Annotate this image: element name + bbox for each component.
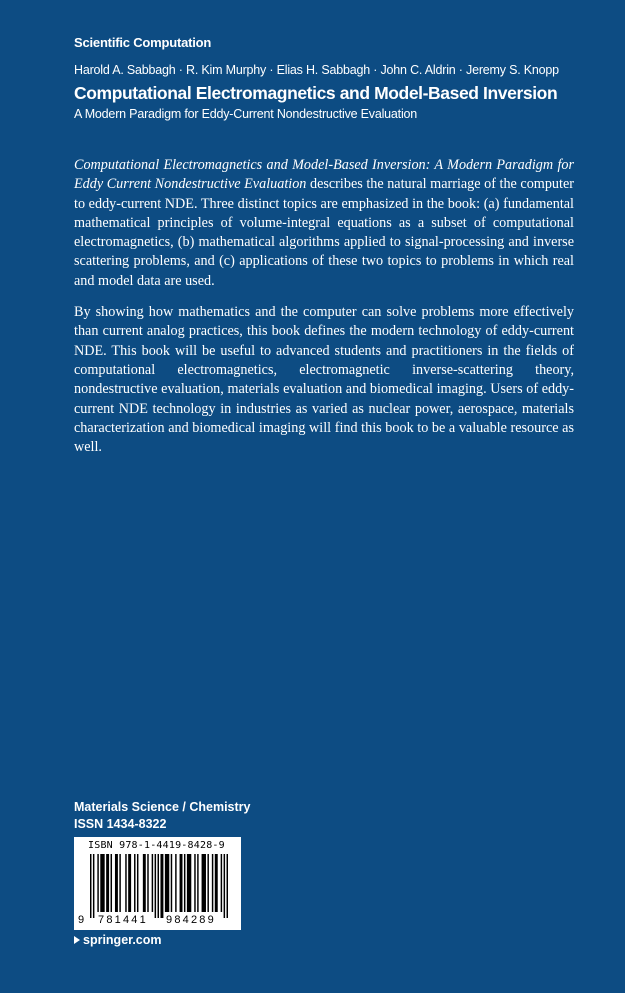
description-paragraph-2: By showing how mathematics and the computer can solve problems more effectively than current analog practices, this book defines the modern technology of eddy-current NDE. This book will be useful to advanced students and practitioners in the fields of computational electromagnetics, electromagnetic inverse-scattering theory, nondestructive evaluation, materials evaluation and biomedical imaging. Users of eddy-current NDE technology in industries as varied as nuclear power, aerospace, materials characterization and biomedical imaging will find this book to be a valuable resource as well. — [74, 304, 574, 456]
barcode-bar — [212, 854, 213, 912]
barcode-bar — [90, 854, 91, 918]
publisher-website: springer.com — [83, 933, 162, 947]
barcode-bar — [93, 854, 94, 918]
barcode-bar — [134, 854, 135, 912]
barcode-bar — [180, 854, 183, 912]
barcode-bar — [171, 854, 172, 912]
barcode-bar — [224, 854, 225, 918]
barcode-digits-right: 984289 — [166, 914, 216, 926]
arrow-right-icon — [74, 936, 80, 944]
barcode-bar — [194, 854, 195, 912]
barcode-bar — [97, 854, 98, 912]
barcode-bar — [125, 854, 126, 912]
series-name: Scientific Computation — [74, 35, 212, 50]
issn: ISSN 1434-8322 — [74, 817, 167, 831]
barcode-bar — [202, 854, 206, 912]
description-italic-title: Computational Electromagnetics and Model-Based Inversion: A Modern Paradigm for Eddy Current Nondestructive Evaluation — [74, 157, 574, 193]
book-title: Computational Electromagnetics and Model-Based Inversion — [74, 83, 558, 103]
barcode-bar — [160, 854, 163, 918]
barcode-bar — [155, 854, 156, 918]
barcode-bar — [175, 854, 176, 912]
subject-category: Materials Science / Chemistry — [74, 800, 251, 814]
authors: Harold A. Sabbagh · R. Kim Murphy · Elias H. Sabbagh · John C. Aldrin · Jeremy S. Knopp — [74, 63, 559, 77]
description — [74, 156, 574, 469]
book-subtitle: A Modern Paradigm for Eddy-Current Nondestructive Evaluation — [74, 107, 418, 121]
description-paragraph-1-text: describes the natural marriage of the computer to eddy-current NDE. Three distinct topics are emphasized in the book: (a) fundamental mathematical principles of volume-integral equations as a subset of computational electromagnetics, (b) mathematical algorithms applied to signal-processing and inverse scattering problems, and (c) applications of these two topics to problems in which real and model data are used. — [74, 176, 574, 289]
isbn-label: ISBN 978-1-4419-8428-9 — [88, 840, 225, 851]
barcode-bar — [227, 854, 228, 918]
barcode-bar — [152, 854, 153, 912]
barcode-bars — [90, 854, 228, 918]
barcode-bar — [143, 854, 146, 912]
barcode-bar — [158, 854, 159, 918]
barcode-digits-left: 781441 — [98, 914, 148, 926]
barcode-bar — [215, 854, 218, 912]
barcode-bar — [221, 854, 222, 912]
barcode-bar — [184, 854, 185, 912]
barcode-bar — [137, 854, 138, 912]
barcode-bar — [128, 854, 131, 912]
barcode-bar — [187, 854, 191, 912]
barcode-digits — [77, 914, 239, 928]
barcode-bar — [106, 854, 109, 912]
description-paragraph-1 — [74, 156, 574, 291]
barcode-bar — [115, 854, 118, 912]
barcode-digit-lead: 9 — [78, 914, 85, 926]
barcode-bar — [207, 854, 208, 912]
publisher-link[interactable] — [74, 933, 162, 947]
barcode-bar — [100, 854, 104, 912]
barcode-bar — [197, 854, 198, 912]
barcode-bar — [147, 854, 148, 912]
barcode — [74, 837, 241, 930]
barcode-bar — [111, 854, 112, 912]
barcode-bar — [119, 854, 120, 912]
barcode-bar — [165, 854, 169, 912]
